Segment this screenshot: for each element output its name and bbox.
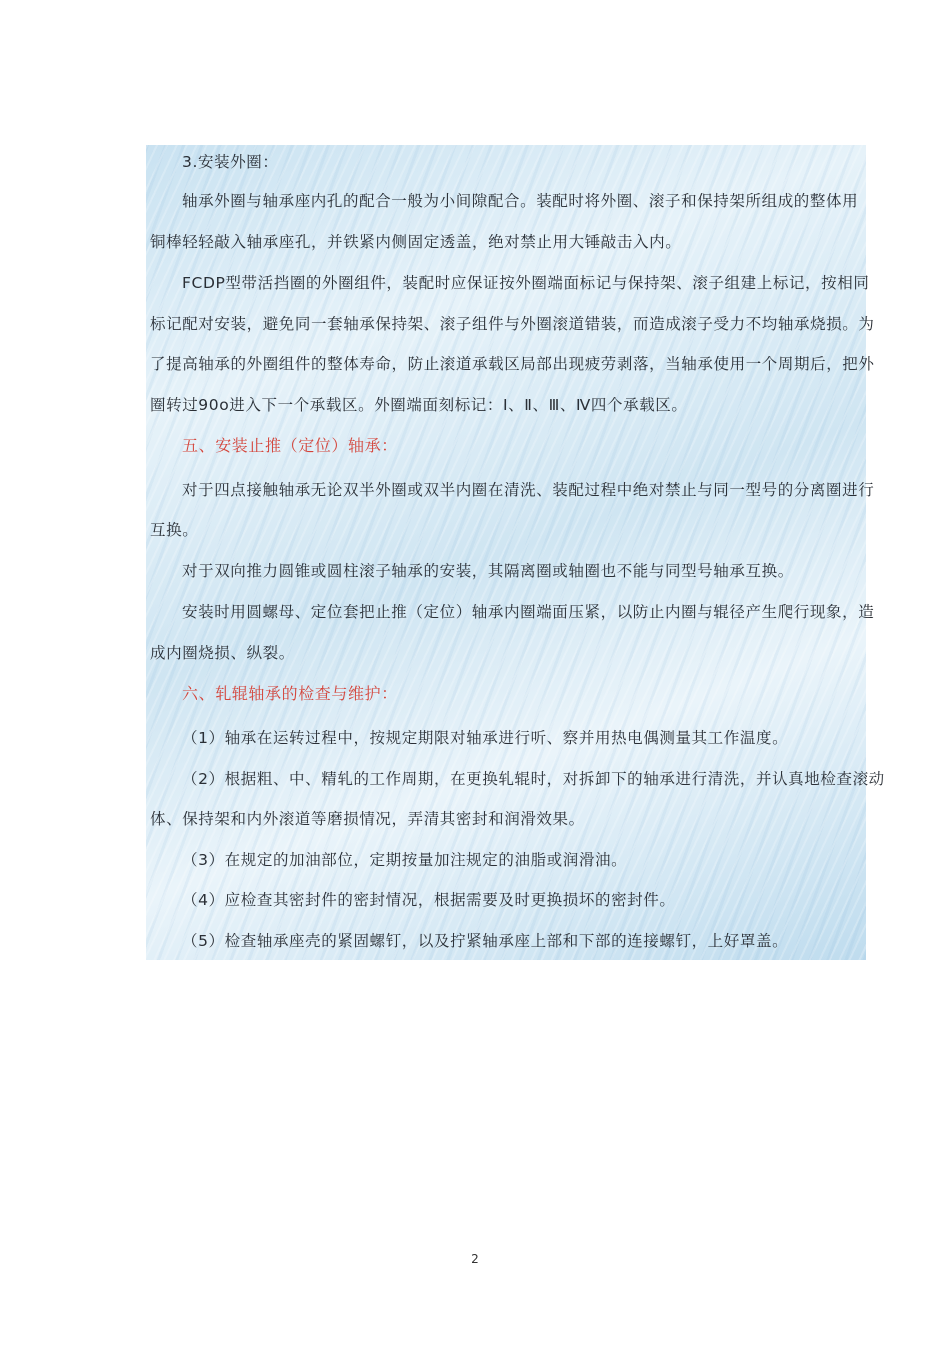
paragraph-line: 安装时用圆螺母、定位套把止推（定位）轴承内圈端面压紧，以防止内圈与辊径产生爬行现象，造: [182, 603, 875, 621]
list-item: （5）检查轴承座壳的紧固螺钉，以及拧紧轴承座上部和下部的连接螺钉，上好罩盖。: [182, 932, 789, 950]
list-item: （3）在规定的加油部位，定期按量加注规定的油脂或润滑油。: [182, 851, 628, 869]
list-item: （4）应检查其密封件的密封情况，根据需要及时更换损坏的密封件。: [182, 891, 676, 909]
paragraph-line: 对于四点接触轴承无论双半外圈或双半内圈在清洗、装配过程中绝对禁止与同一型号的分离圈进行: [182, 481, 875, 499]
paragraph-line: 标记配对安装，避免同一套轴承保持架、滚子组件与外圈滚道错装，而造成滚子受力不均轴承烧损。为: [150, 315, 875, 333]
page-number: 2: [471, 1252, 479, 1266]
list-item-continuation: 体、保持架和内外滚道等磨损情况，弄清其密封和润滑效果。: [150, 810, 585, 828]
paragraph-line: 成内圈烧损、纵裂。: [150, 644, 295, 662]
paragraph-line: 了提高轴承的外圈组件的整体寿命，防止滚道承载区局部出现疲劳剥落，当轴承使用一个周期后，把外: [150, 355, 875, 373]
paragraph-line: 铜棒轻轻敲入轴承座孔，并铁紧内侧固定透盖，绝对禁止用大锤敲击入内。: [150, 233, 682, 251]
section-title-install-outer-ring: 3.安装外圈：: [182, 153, 279, 171]
paragraph-line: 对于双向推力圆锥或圆柱滚子轴承的安装，其隔离圈或轴圈也不能与同型号轴承互换。: [182, 562, 794, 580]
paragraph-line: 互换。: [150, 521, 199, 539]
content-panel: [146, 145, 885, 960]
list-item: （2）根据粗、中、精轧的工作周期，在更换轧辊时，对拆卸下的轴承进行清洗，并认真地检查滚动: [182, 770, 885, 788]
paragraph-line: 轴承外圈与轴承座内孔的配合一般为小间隙配合。装配时将外圈、滚子和保持架所组成的整体用: [182, 192, 859, 210]
paragraph-line: FCDP型带活挡圈的外圈组件，装配时应保证按外圈端面标记与保持架、滚子组建上标记，按相同: [182, 274, 870, 292]
list-item: （1）轴承在运转过程中，按规定期限对轴承进行听、察并用热电偶测量其工作温度。: [182, 729, 789, 747]
section-heading-six: 六、轧辊轴承的检查与维护：: [182, 684, 398, 703]
section-heading-five: 五、安装止推（定位）轴承：: [182, 436, 398, 455]
paragraph-line: 圈转过90o进入下一个承载区。外圈端面刻标记：Ⅰ、Ⅱ、Ⅲ、Ⅳ四个承载区。: [150, 396, 688, 414]
